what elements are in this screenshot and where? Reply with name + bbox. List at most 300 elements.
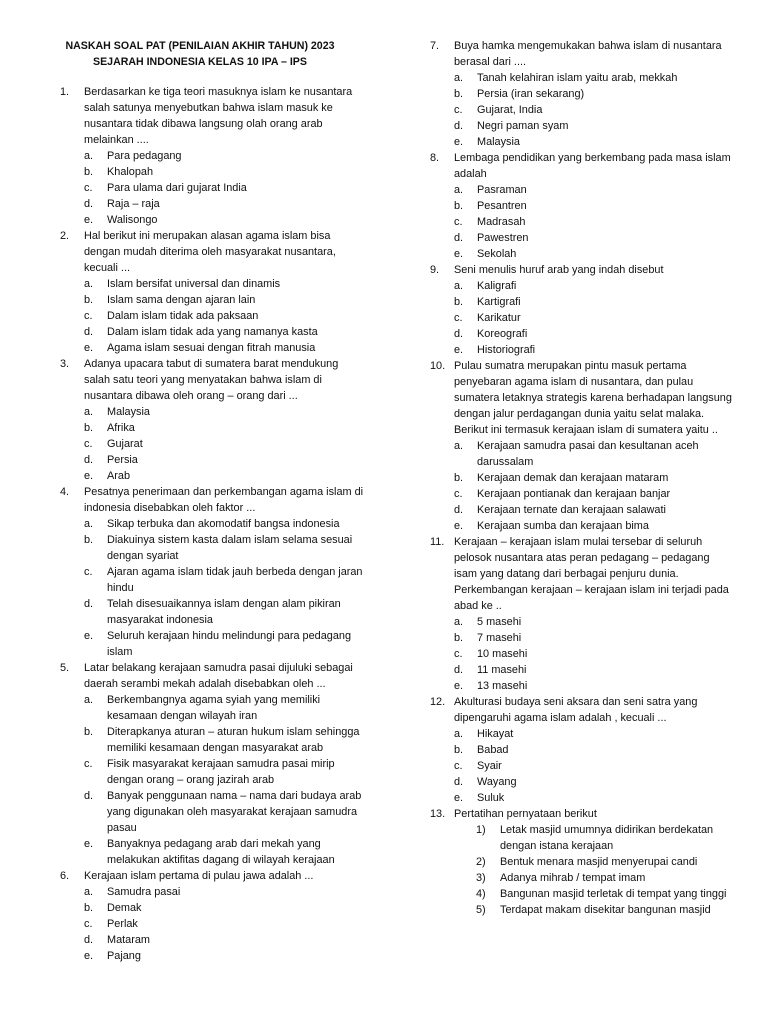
option-row xyxy=(430,630,735,646)
question-text: Pesatnya penerimaan dan perkembangan agama islam di indonesia disebabkan oleh faktor ... xyxy=(84,486,364,514)
question-8 xyxy=(430,150,735,262)
question-5 xyxy=(60,660,365,868)
question-text-row xyxy=(60,356,365,404)
question-2 xyxy=(60,228,365,356)
option-letter: d. xyxy=(84,198,94,210)
option-row xyxy=(60,148,365,164)
question-text-row xyxy=(430,150,735,182)
option-text: Berkembangnya agama syiah yang memiliki kesamaan dengan wilayah iran xyxy=(107,694,321,722)
option-text: Banyaknya pedagang arab dari mekah yang melakukan aktifitas dagang di wilayah kerajaan xyxy=(107,838,335,866)
option xyxy=(454,758,735,774)
option xyxy=(84,308,365,324)
option-row xyxy=(60,692,365,724)
option-row xyxy=(60,452,365,468)
option-text: Demak xyxy=(107,902,142,914)
option-letter: d. xyxy=(454,328,464,340)
option-row xyxy=(60,836,365,868)
option-row xyxy=(430,182,735,198)
option xyxy=(84,836,365,868)
option-text: Dalam islam tidak ada paksaan xyxy=(107,310,259,322)
option xyxy=(84,900,365,916)
option-letter: e. xyxy=(454,680,464,692)
option-row xyxy=(430,438,735,470)
question-number: 13. xyxy=(430,808,446,820)
option xyxy=(84,532,365,564)
option xyxy=(84,436,365,452)
option-letter: e. xyxy=(84,950,94,962)
option-letter: e. xyxy=(84,470,94,482)
exam-title-line2: SEJARAH INDONESIA KELAS 10 IPA – IPS xyxy=(93,56,307,68)
statement-row xyxy=(430,822,735,854)
option-text: Tanah kelahiran islam yaitu arab, mekkah xyxy=(477,72,678,84)
option-letter: e. xyxy=(454,792,464,804)
option-letter: d. xyxy=(454,120,464,132)
option-text: 13 masehi xyxy=(477,680,528,692)
option xyxy=(454,102,735,118)
question-text: Buya hamka mengemukakan bahwa islam di nusantara berasal dari .... xyxy=(454,40,722,68)
statement xyxy=(454,822,735,854)
option-letter: a. xyxy=(454,280,464,292)
option-letter: b. xyxy=(84,534,94,546)
option-text: Para ulama dari gujarat India xyxy=(107,182,247,194)
option xyxy=(84,468,365,484)
statement-text: Adanya mihrab / tempat imam xyxy=(500,872,646,884)
option-letter: c. xyxy=(454,312,463,324)
question-text: Kerajaan islam pertama di pulau jawa adalah ... xyxy=(84,870,314,882)
title-spacer xyxy=(60,70,365,84)
option-text: Babad xyxy=(477,744,509,756)
question-text: Kerajaan – kerajaan islam mulai tersebar di seluruh pelosok nusantara atas peran pedagang – pedagang isam yang datang dari berbagai penjuru dunia. Perkembangan kerajaan – kerajaan islam ini terjadi pada abad ke .. xyxy=(454,536,729,612)
option-text: Kerajaan ternate dan kerajaan salawati xyxy=(477,504,666,516)
option-letter: d. xyxy=(454,504,464,516)
option-row xyxy=(60,180,365,196)
option-letter: c. xyxy=(454,488,463,500)
option xyxy=(84,420,365,436)
option-row xyxy=(430,198,735,214)
option xyxy=(454,342,735,358)
option xyxy=(84,692,365,724)
option-row xyxy=(430,774,735,790)
option-text: Wayang xyxy=(477,776,517,788)
option-text: Kerajaan demak dan kerajaan mataram xyxy=(477,472,669,484)
statement-row xyxy=(430,886,735,902)
option xyxy=(84,148,365,164)
option-letter: c. xyxy=(454,216,463,228)
question-12 xyxy=(430,694,735,806)
option xyxy=(454,310,735,326)
option-letter: a. xyxy=(454,728,464,740)
option xyxy=(454,134,735,150)
option xyxy=(84,212,365,228)
option-text: 7 masehi xyxy=(477,632,522,644)
statement-text: Letak masjid umumnya didirikan berdekatan dengan istana kerajaan xyxy=(500,824,714,852)
option-row xyxy=(430,70,735,86)
option-text: Pasraman xyxy=(477,184,527,196)
option-row xyxy=(60,564,365,596)
option xyxy=(454,790,735,806)
option-text: Islam bersifat universal dan dinamis xyxy=(107,278,281,290)
option-row xyxy=(430,102,735,118)
option-text: Diakuinya sistem kasta dalam islam selama sesuai dengan syariat xyxy=(107,534,353,562)
option-letter: c. xyxy=(84,566,93,578)
option-letter: c. xyxy=(84,438,93,450)
option xyxy=(454,326,735,342)
option xyxy=(454,86,735,102)
option-letter: d. xyxy=(454,664,464,676)
question-text: Lembaga pendidikan yang berkembang pada masa islam adalah xyxy=(454,152,731,180)
statement xyxy=(454,854,735,870)
option-text: 5 masehi xyxy=(477,616,522,628)
option-text: Gujarat xyxy=(107,438,143,450)
option xyxy=(84,164,365,180)
option xyxy=(454,742,735,758)
option-text: Madrasah xyxy=(477,216,526,228)
statement-number: 5) xyxy=(476,904,486,916)
option-row xyxy=(430,294,735,310)
option-letter: d. xyxy=(84,326,94,338)
statement xyxy=(454,902,735,918)
option-row xyxy=(60,532,365,564)
option xyxy=(84,196,365,212)
question-number: 12. xyxy=(430,696,446,708)
option-letter: b. xyxy=(454,296,464,308)
option-letter: a. xyxy=(84,150,94,162)
option-text: Islam sama dengan ajaran lain xyxy=(107,294,256,306)
option-row xyxy=(60,324,365,340)
option-row xyxy=(60,340,365,356)
option-row xyxy=(60,948,365,964)
option-row xyxy=(430,678,735,694)
option-text: Fisik masyarakat kerajaan samudra pasai mirip dengan orang – orang jazirah arab xyxy=(107,758,335,786)
statement-text: Bentuk menara masjid menyerupai candi xyxy=(500,856,698,868)
question-number: 10. xyxy=(430,360,446,372)
option-letter: d. xyxy=(84,454,94,466)
option-letter: c. xyxy=(84,758,93,770)
option-text: Sikap terbuka dan akomodatif bangsa indonesia xyxy=(107,518,340,530)
option-letter: c. xyxy=(84,182,93,194)
option-row xyxy=(430,86,735,102)
question-1 xyxy=(60,84,365,228)
option xyxy=(454,182,735,198)
option-row xyxy=(60,404,365,420)
option xyxy=(454,246,735,262)
option-row xyxy=(430,646,735,662)
option-row xyxy=(430,342,735,358)
option-row xyxy=(430,518,735,534)
statement-text: Terdapat makam disekitar bangunan masjid xyxy=(500,904,711,916)
option-letter: e. xyxy=(84,342,94,354)
option-text: Seluruh kerajaan hindu melindungi para pedagang islam xyxy=(107,630,352,658)
option-text: Diterapkanya aturan – aturan hukum islam sehingga memiliki kesamaan dengan masyarakat arab xyxy=(107,726,360,754)
option xyxy=(84,628,365,660)
option-letter: e. xyxy=(454,344,464,356)
option xyxy=(84,724,365,756)
option-row xyxy=(430,790,735,806)
option-letter: b. xyxy=(84,422,94,434)
option-letter: b. xyxy=(454,200,464,212)
option-letter: e. xyxy=(454,136,464,148)
question-text: Hal berikut ini merupakan alasan agama islam bisa dengan mudah diterima oleh masyarakat nusantara, kecuali ... xyxy=(84,230,336,274)
option-text: Suluk xyxy=(477,792,505,804)
option-letter: c. xyxy=(454,760,463,772)
option-row xyxy=(430,246,735,262)
option-text: Pajang xyxy=(107,950,141,962)
option-row xyxy=(430,134,735,150)
question-10 xyxy=(430,358,735,534)
option-text: Persia (iran sekarang) xyxy=(477,88,585,100)
option-text: Syair xyxy=(477,760,502,772)
option xyxy=(454,70,735,86)
statement-number: 2) xyxy=(476,856,486,868)
option-letter: b. xyxy=(454,88,464,100)
question-6 xyxy=(60,868,365,964)
option-text: Afrika xyxy=(107,422,135,434)
option-text: Para pedagang xyxy=(107,150,182,162)
option-text: Koreografi xyxy=(477,328,528,340)
option-letter: b. xyxy=(84,902,94,914)
option-text: Kartigrafi xyxy=(477,296,521,308)
option xyxy=(84,756,365,788)
option-row xyxy=(60,932,365,948)
option-text: Malaysia xyxy=(477,136,520,148)
option-row xyxy=(60,212,365,228)
question-text-row xyxy=(430,694,735,726)
question-text: Berdasarkan ke tiga teori masuknya islam ke nusantara salah satunya menyebutkan bahwa islam masuk ke nusantara tidak dibawa langsung olah orang arab melainkan .... xyxy=(84,86,353,146)
option-row xyxy=(430,486,735,502)
option-letter: a. xyxy=(84,406,94,418)
option-row xyxy=(60,788,365,836)
option-row xyxy=(430,662,735,678)
option-letter: d. xyxy=(454,232,464,244)
question-3 xyxy=(60,356,365,484)
option-row xyxy=(60,516,365,532)
option-text: Gujarat, India xyxy=(477,104,543,116)
question-text-row xyxy=(60,868,365,884)
statement-number: 1) xyxy=(476,824,486,836)
option-text: Raja – raja xyxy=(107,198,160,210)
option-row xyxy=(60,756,365,788)
option-letter: b. xyxy=(84,726,94,738)
question-number: 9. xyxy=(430,264,440,276)
option xyxy=(84,324,365,340)
question-text: Seni menulis huruf arab yang indah disebut xyxy=(454,264,664,276)
right-column xyxy=(430,38,735,918)
option-letter: b. xyxy=(84,166,94,178)
option-letter: b. xyxy=(454,632,464,644)
option-text: Samudra pasai xyxy=(107,886,181,898)
option-row xyxy=(60,420,365,436)
option-row xyxy=(60,596,365,628)
question-number: 7. xyxy=(430,40,440,52)
option xyxy=(84,452,365,468)
option-row xyxy=(430,118,735,134)
option-row xyxy=(60,164,365,180)
option xyxy=(84,564,365,596)
option-text: 11 masehi xyxy=(477,664,527,676)
option-letter: b. xyxy=(84,294,94,306)
option xyxy=(454,486,735,502)
question-number: 8. xyxy=(430,152,440,164)
question-text-row xyxy=(60,484,365,516)
option-text: Kaligrafi xyxy=(477,280,517,292)
question-11 xyxy=(430,534,735,694)
option xyxy=(454,294,735,310)
option xyxy=(84,884,365,900)
option-text: Kerajaan samudra pasai dan kesultanan aceh darussalam xyxy=(477,440,699,468)
option-text: Negri paman syam xyxy=(477,120,569,132)
question-text-row xyxy=(60,228,365,276)
option xyxy=(84,932,365,948)
option xyxy=(454,614,735,630)
option xyxy=(84,596,365,628)
left-column xyxy=(60,38,365,964)
option-text: Historiografi xyxy=(477,344,536,356)
statement xyxy=(454,870,735,886)
option-text: Pawestren xyxy=(477,232,529,244)
question-text: Akulturasi budaya seni aksara dan seni satra yang dipengaruhi agama islam adalah , kecuali ... xyxy=(454,696,698,724)
option xyxy=(454,774,735,790)
option xyxy=(454,726,735,742)
option xyxy=(84,516,365,532)
question-number: 3. xyxy=(60,358,70,370)
option-letter: d. xyxy=(454,776,464,788)
question-text-row xyxy=(430,358,735,438)
question-text-row xyxy=(430,534,735,614)
option-text: Perlak xyxy=(107,918,138,930)
option-row xyxy=(60,292,365,308)
option-text: Walisongo xyxy=(107,214,158,226)
option xyxy=(84,340,365,356)
option-text: Banyak penggunaan nama – nama dari budaya arab yang digunakan oleh masyarakat kerajaan samudra pasau xyxy=(107,790,362,834)
option-letter: d. xyxy=(84,934,94,946)
option-letter: d. xyxy=(84,790,94,802)
option-text: Telah disesuaikannya islam dengan alam pikiran masyarakat indonesia xyxy=(107,598,341,626)
option-row xyxy=(60,468,365,484)
exam-title-line1: NASKAH SOAL PAT (PENILAIAN AKHIR TAHUN) 2023 xyxy=(65,40,335,52)
option xyxy=(84,404,365,420)
option xyxy=(454,118,735,134)
option-row xyxy=(60,196,365,212)
question-text: Adanya upacara tabut di sumatera barat mendukung salah satu teori yang menyatakan bahwa islam di nusantara dibawa oleh orang – orang dari ... xyxy=(84,358,339,402)
statement-number: 4) xyxy=(476,888,486,900)
question-text-row xyxy=(430,38,735,70)
question-number: 6. xyxy=(60,870,70,882)
option-letter: c. xyxy=(84,918,93,930)
statement-row xyxy=(430,854,735,870)
option-text: Ajaran agama islam tidak jauh berbeda dengan jaran hindu xyxy=(107,566,363,594)
question-number: 4. xyxy=(60,486,70,498)
option-text: Mataram xyxy=(107,934,150,946)
option-letter: a. xyxy=(84,278,94,290)
option-row xyxy=(430,310,735,326)
option-row xyxy=(430,726,735,742)
option-letter: e. xyxy=(454,520,464,532)
option-letter: b. xyxy=(454,744,464,756)
question-text: Pertatihan pernyataan berikut xyxy=(454,808,597,820)
option xyxy=(84,292,365,308)
option xyxy=(454,646,735,662)
option-row xyxy=(60,900,365,916)
option-row xyxy=(60,916,365,932)
option-row xyxy=(60,276,365,292)
option-letter: e. xyxy=(454,248,464,260)
question-number: 11. xyxy=(430,536,445,548)
option-text: Kerajaan sumba dan kerajaan bima xyxy=(477,520,649,532)
option-text: 10 masehi xyxy=(477,648,528,660)
option-text: Khalopah xyxy=(107,166,154,178)
question-4 xyxy=(60,484,365,660)
option-row xyxy=(430,326,735,342)
option xyxy=(454,214,735,230)
option-letter: c. xyxy=(454,648,463,660)
statement-number: 3) xyxy=(476,872,486,884)
option-letter: e. xyxy=(84,838,94,850)
option xyxy=(454,230,735,246)
option-row xyxy=(430,230,735,246)
option-text: Karikatur xyxy=(477,312,521,324)
question-number: 1. xyxy=(60,86,70,98)
question-text: Latar belakang kerajaan samudra pasai dijuluki sebagai daerah serambi mekah adalah disebabkan oleh ... xyxy=(84,662,353,690)
option-text: Kerajaan pontianak dan kerajaan banjar xyxy=(477,488,671,500)
option xyxy=(84,948,365,964)
option-row xyxy=(430,278,735,294)
option-text: Dalam islam tidak ada yang namanya kasta xyxy=(107,326,318,338)
option xyxy=(454,278,735,294)
option xyxy=(454,662,735,678)
statement-text: Bangunan masjid terletak di tempat yang tinggi xyxy=(500,888,727,900)
option-row xyxy=(430,614,735,630)
option-row xyxy=(430,502,735,518)
option-text: Hikayat xyxy=(477,728,514,740)
option xyxy=(454,438,735,470)
option-letter: a. xyxy=(454,616,464,628)
option-row xyxy=(60,884,365,900)
option-letter: e. xyxy=(84,630,94,642)
option xyxy=(454,518,735,534)
option-letter: a. xyxy=(454,440,464,452)
option-letter: c. xyxy=(84,310,93,322)
question-9 xyxy=(430,262,735,358)
question-text-row xyxy=(430,262,735,278)
option-row xyxy=(60,308,365,324)
option xyxy=(454,678,735,694)
option xyxy=(84,916,365,932)
statement xyxy=(454,886,735,902)
option-row xyxy=(60,628,365,660)
option-letter: a. xyxy=(454,184,464,196)
option-row xyxy=(430,470,735,486)
question-text-row xyxy=(60,660,365,692)
option xyxy=(454,630,735,646)
option-row xyxy=(60,724,365,756)
question-number: 5. xyxy=(60,662,70,674)
option-row xyxy=(430,742,735,758)
option-letter: a. xyxy=(84,694,94,706)
option xyxy=(84,276,365,292)
option xyxy=(84,180,365,196)
question-7 xyxy=(430,38,735,150)
option-text: Sekolah xyxy=(477,248,517,260)
question-text: Pulau sumatra merupakan pintu masuk pertama penyebaran agama islam di nusantara, dan pulau sumatera letaknya strategis karena berhadapan langsung dengan jalur perdagangan dunia yaitu selat malaka. Berikut ini termasuk kerajaan islam di sumatera yaitu .. xyxy=(454,360,732,436)
option xyxy=(84,788,365,836)
option-letter: d. xyxy=(84,598,94,610)
option-letter: a. xyxy=(84,886,94,898)
question-number: 2. xyxy=(60,230,70,242)
statement-row xyxy=(430,902,735,918)
question-text-row xyxy=(60,84,365,148)
option-letter: b. xyxy=(454,472,464,484)
option xyxy=(454,470,735,486)
